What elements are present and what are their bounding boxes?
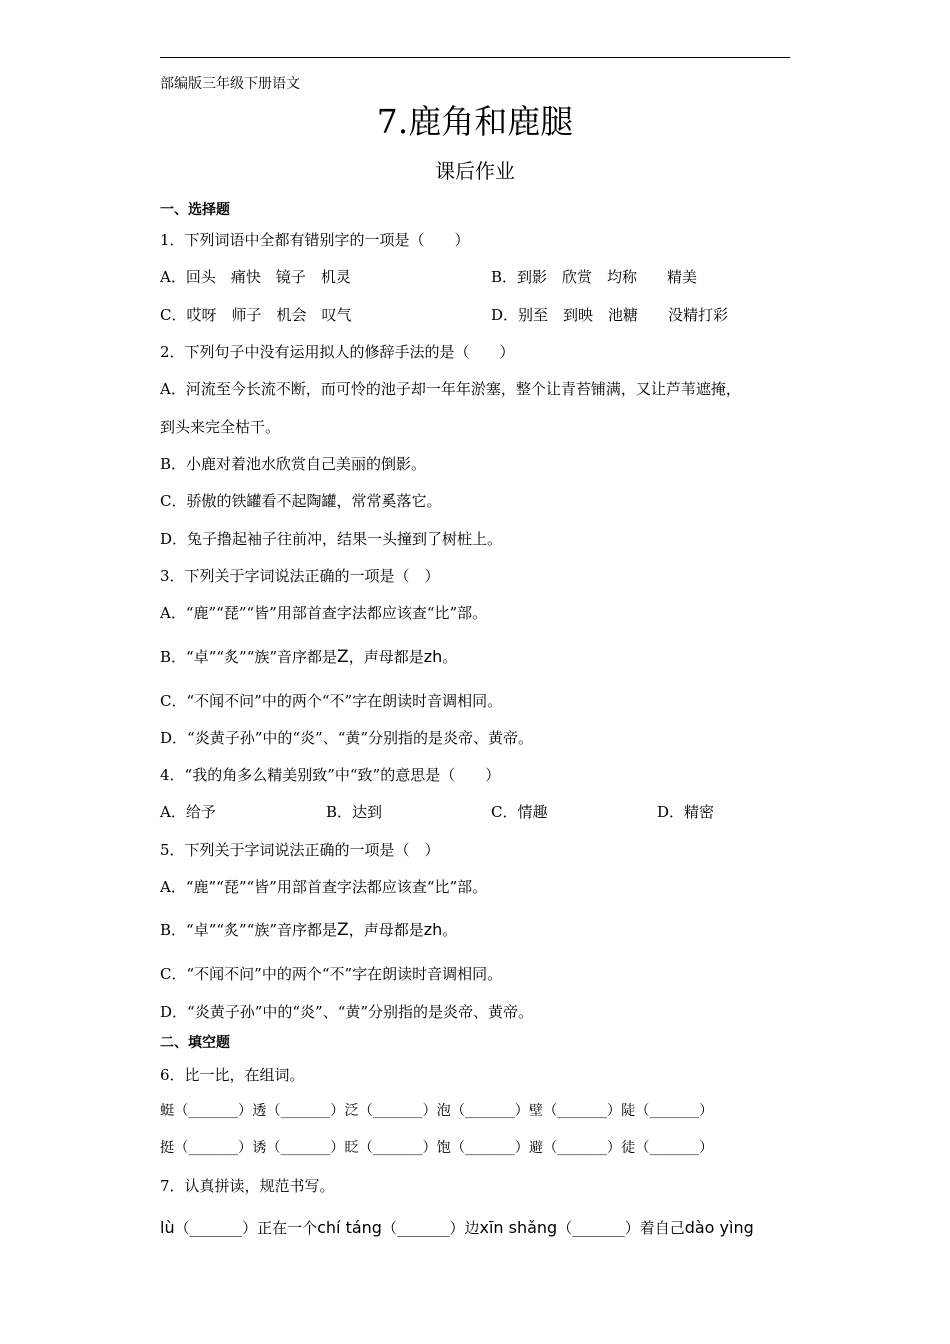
page-title: 7.鹿角和鹿腿 [376,102,574,141]
q7-text-2: （_______）边 [381,1219,480,1237]
section-fill-heading: 二、填空题 [160,1035,230,1051]
q7-stem: 7．认真拼读，规范书写。 [160,1177,335,1195]
q3-b-zh: zh [423,647,443,666]
q3-option-d: D．“炎黄子孙”中的“炎”、“黄”分别指的是炎帝、黄帝。 [160,729,534,747]
q6-stem: 6．比一比，在组词。 [160,1066,305,1084]
q3-stem: 3．下列关于字词说法正确的一项是（ ） [160,567,440,585]
q1-option-d: D．别至 到映 池糖 没精打彩 [491,306,729,324]
q5-b-zh: zh [423,920,443,939]
grade-note: 部编版三年级下册语文 [160,76,300,92]
q6-row-1: 蜓（_______）透（_______）泛（_______）泡（_______）壁（_______）陡（_______） [160,1103,714,1119]
q2-option-a-cont: 到头来完全枯干。 [160,418,281,436]
q3-option-c: C．“不闻不问”中的两个“不”字在朗读时音调相同。 [160,692,503,710]
q5-stem: 5．下列关于字词说法正确的一项是（ ） [160,841,440,859]
top-rule [160,57,790,58]
q6-row-2: 挺（_______）诱（_______）眨（_______）饱（_______）避（_______）徒（_______） [160,1140,714,1156]
q4-option-b: B．达到 [326,803,383,821]
q5-option-a: A．“鹿”“琵”“皆”用部首查字法都应该查“比”部。 [160,878,488,896]
q2-option-a: A．河流至今长流不断，而可怜的池子却一年年淤塞，整个让青苔铺满，又让芦苇遮掩， [160,380,741,398]
q2-option-b: B．小鹿对着池水欣赏自己美丽的倒影。 [160,455,427,473]
q1-stem: 1．下列词语中全都有错别字的一项是（ ） [160,231,470,249]
q2-option-d: D．兔子撸起袖子往前冲，结果一头撞到了树桩上。 [160,530,503,548]
q7-text-3: （_______）着自己 [557,1219,685,1237]
q2-option-c: C．骄傲的铁罐看不起陶罐，常常奚落它。 [160,492,442,510]
q5-b-z: Z [337,920,349,940]
q1-option-a: A．回头 痛快 镜子 机灵 [160,268,351,286]
q7-pinyin-3: xīn shǎng [479,1218,558,1237]
q2-stem: 2．下列句子中没有运用拟人的修辞手法的是（ ） [160,343,515,361]
page-subtitle: 课后作业 [435,159,515,183]
q5-b-text: B．“卓”“炙”“族”音序都是 [160,921,338,939]
q5-option-c: C．“不闻不问”中的两个“不”字在朗读时音调相同。 [160,965,503,983]
q4-option-a: A．给予 [160,803,216,821]
q5-option-d: D．“炎黄子孙”中的“炎”、“黄”分别指的是炎帝、黄帝。 [160,1003,534,1021]
q1-option-b: B．到影 欣赏 均称 精美 [491,268,698,286]
q5-b-mid: ，声母都是 [348,921,424,939]
q3-option-b [160,648,457,666]
q7-line [160,1219,754,1237]
q7-text-1: （_______）正在一个 [174,1219,318,1237]
q4-stem: 4．“我的角多么精美别致”中“致”的意思是（ ） [160,766,501,784]
q3-b-z: Z [337,647,349,667]
q4-option-d: D．精密 [657,803,715,821]
q3-b-mid: ，声母都是 [348,648,424,666]
q7-pinyin-4: dào yìng [684,1218,754,1237]
q3-b-end: 。 [442,648,458,666]
q5-option-b [160,921,457,939]
q7-pinyin-1: lù [160,1218,175,1237]
section-choice-heading: 一、选择题 [160,202,230,218]
q1-option-c: C．哎呀 师子 机会 叹气 [160,306,352,324]
q5-b-end: 。 [442,921,458,939]
q3-option-a: A．“鹿”“琵”“皆”用部首查字法都应该查“比”部。 [160,604,488,622]
q3-b-text: B．“卓”“炙”“族”音序都是 [160,648,338,666]
q7-pinyin-2: chí táng [317,1218,382,1237]
q4-option-c: C．情趣 [491,803,548,821]
